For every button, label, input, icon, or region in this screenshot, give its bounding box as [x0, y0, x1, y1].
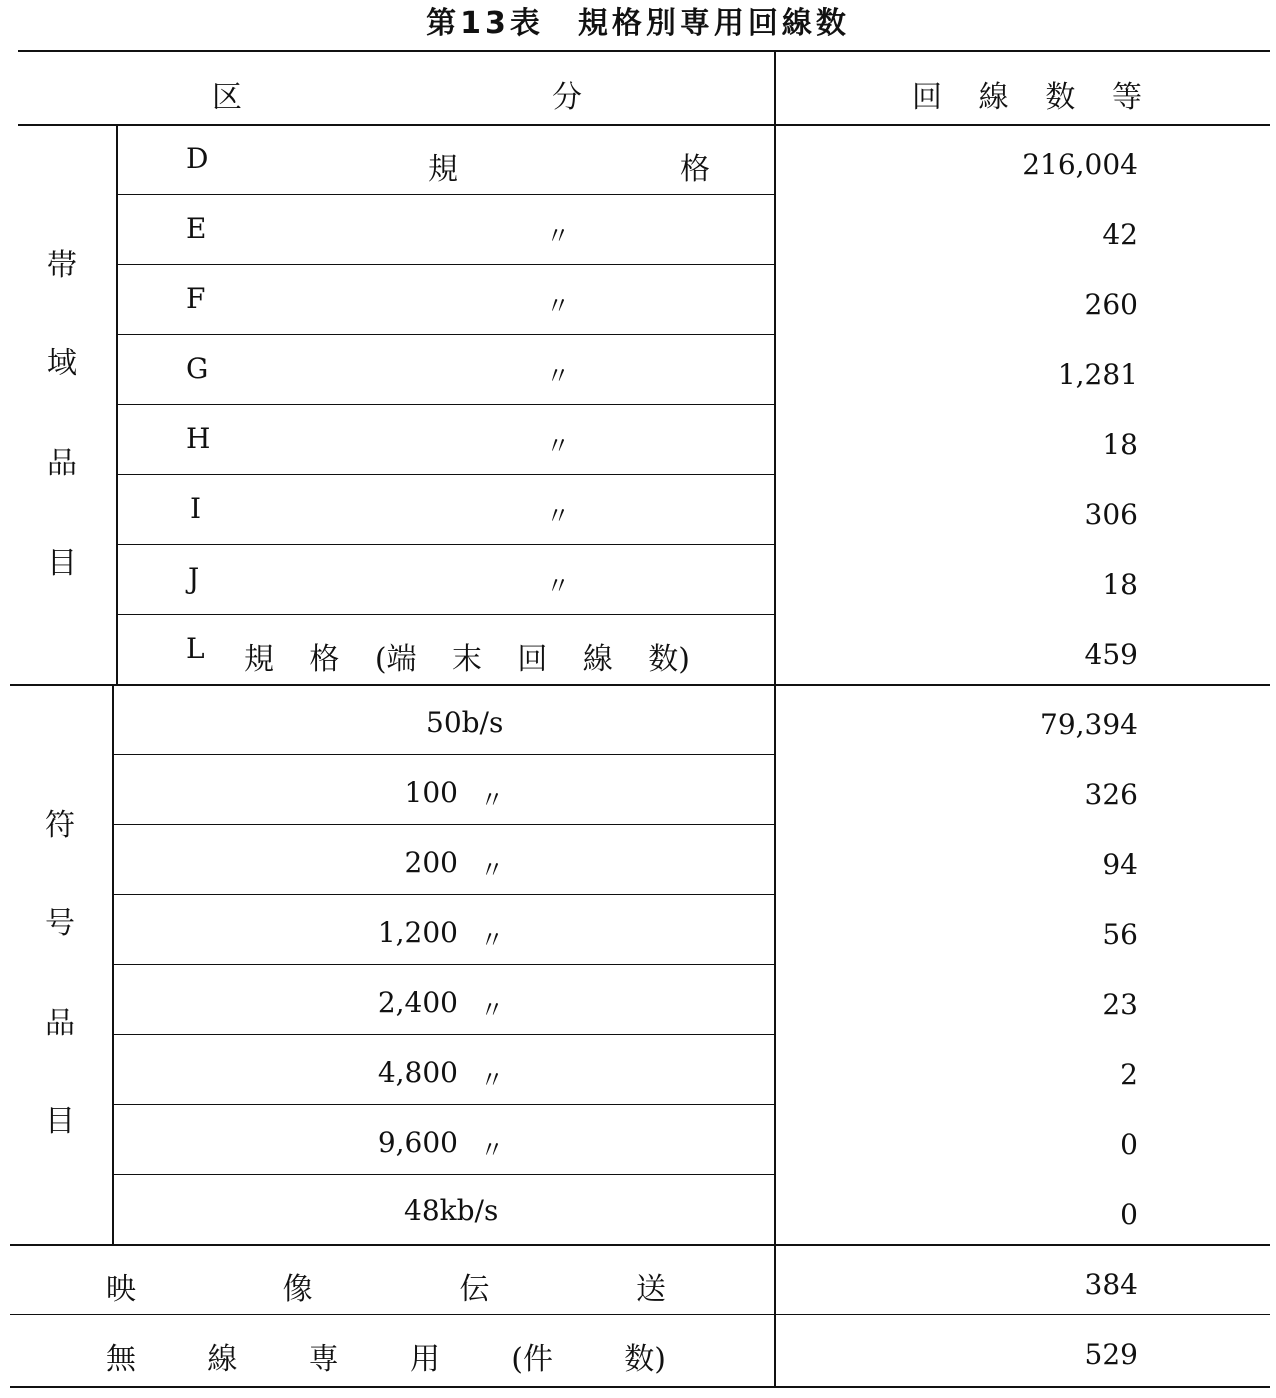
ditto-mark: 〃: [480, 1066, 504, 1094]
table-title: 第13表 規格別専用回線数: [426, 6, 850, 41]
row-name-char: 格: [309, 642, 340, 677]
speed-label: 4,800: [377, 1056, 458, 1089]
row-value: 23: [1102, 988, 1138, 1021]
row-code: E: [186, 212, 207, 245]
group2-divider: [112, 686, 114, 1244]
footer-label-char: 無: [106, 1342, 136, 1377]
row-value: 384: [1084, 1268, 1138, 1301]
footer-label-char: 線: [207, 1342, 238, 1377]
row-code: H: [186, 422, 211, 455]
row-rule: [118, 194, 774, 195]
row-rule: [114, 964, 774, 965]
group2-label-char: 品: [45, 1006, 75, 1041]
row-code: D: [186, 142, 209, 175]
row-value: 306: [1084, 498, 1138, 531]
group-rule: [10, 1244, 1270, 1246]
speed-label: 200: [404, 846, 458, 879]
row-name-char: 数): [648, 642, 690, 677]
ditto-mark: 〃: [546, 362, 570, 390]
group1-label-char: 目: [47, 546, 77, 581]
row-value: 459: [1084, 638, 1138, 671]
top-rule: [18, 50, 1270, 52]
ditto-mark: 〃: [546, 502, 570, 530]
row-name-char: 規: [244, 642, 274, 677]
row-name-char: 規: [428, 152, 458, 187]
header-count-char: 等: [1111, 80, 1142, 115]
row-name: [428, 144, 710, 188]
row-rule: [114, 1034, 774, 1035]
speed-label: 9,600: [377, 1126, 458, 1159]
ditto-mark: 〃: [546, 292, 570, 320]
footer-label-char: 像: [282, 1272, 313, 1307]
row-value: 18: [1102, 568, 1138, 601]
row-name-char: 回: [517, 642, 548, 677]
speed-label: 50b/s: [426, 706, 504, 739]
row-value: 56: [1102, 918, 1138, 951]
row-name-char: 末: [451, 642, 482, 677]
row-code: F: [186, 282, 206, 315]
row-value: 216,004: [1022, 148, 1138, 181]
row-value: 1,281: [1057, 358, 1138, 391]
footer-label-char: 専: [308, 1342, 339, 1377]
header-rule: [18, 124, 1270, 126]
ditto-mark: 〃: [546, 222, 570, 250]
row-value: 0: [1120, 1128, 1138, 1161]
row-value: 94: [1102, 848, 1138, 881]
footer-label-char: 映: [106, 1272, 136, 1307]
footer-label-char: (件: [511, 1342, 553, 1377]
footer-label: [106, 1264, 666, 1308]
row-value: 2: [1120, 1058, 1138, 1091]
row-rule: [118, 474, 774, 475]
row-rule: [118, 334, 774, 335]
row-value: 18: [1102, 428, 1138, 461]
footer-label-char: 送: [635, 1272, 666, 1307]
row-value: 326: [1084, 778, 1138, 811]
header-category-char: 区: [212, 80, 242, 115]
header-count-char: 回: [912, 80, 942, 115]
speed-label: 2,400: [377, 986, 458, 1019]
speed-label: 100: [404, 776, 458, 809]
header-category-char: 分: [552, 80, 582, 115]
row-rule: [118, 544, 774, 545]
row-code: I: [190, 492, 202, 525]
group1-label-char: 品: [47, 446, 77, 481]
row-rule: [114, 824, 774, 825]
footer-label-char: 用: [409, 1342, 440, 1377]
group1-divider: [116, 126, 118, 686]
group-rule: [10, 684, 1270, 686]
ditto-mark: 〃: [480, 856, 504, 884]
ditto-mark: 〃: [480, 786, 504, 814]
footer-label-char: 数): [624, 1342, 666, 1377]
row-code: L: [186, 632, 205, 665]
footer-label-char: 伝: [459, 1272, 490, 1307]
group1-label-char: 帯: [47, 248, 77, 283]
row-rule: [118, 614, 774, 615]
footer-label: [106, 1334, 666, 1378]
row-rule: [114, 754, 774, 755]
row-value: 529: [1084, 1338, 1138, 1371]
ditto-mark: 〃: [480, 996, 504, 1024]
row-rule: [118, 264, 774, 265]
row-code: J: [188, 562, 200, 595]
row-code: G: [186, 352, 209, 385]
header-count: [912, 72, 1142, 116]
row-rule: [114, 894, 774, 895]
row-rule: [114, 1174, 774, 1175]
row-value: 260: [1084, 288, 1138, 321]
row-name-char: 格: [680, 152, 710, 187]
row-name-char: 線: [582, 642, 613, 677]
header-count-char: 線: [978, 80, 1009, 115]
ditto-mark: 〃: [480, 926, 504, 954]
row-rule: [118, 404, 774, 405]
speed-label: 1,200: [377, 916, 458, 949]
header-count-char: 数: [1045, 80, 1076, 115]
row-name: [244, 634, 690, 678]
speed-label: 48kb/s: [404, 1194, 499, 1227]
group2-label-char: 目: [45, 1104, 75, 1139]
row-rule: [10, 1314, 1270, 1315]
ditto-mark: 〃: [546, 572, 570, 600]
row-rule: [114, 1104, 774, 1105]
column-divider: [774, 52, 776, 1388]
row-value: 42: [1102, 218, 1138, 251]
group2-label-char: 号: [45, 906, 75, 941]
bottom-rule: [10, 1386, 1270, 1388]
row-name-char: (端: [374, 642, 417, 677]
group1-label-char: 域: [47, 346, 77, 381]
header-category: [212, 72, 582, 116]
ditto-mark: 〃: [480, 1136, 504, 1164]
row-value: 0: [1120, 1198, 1138, 1231]
group2-label-char: 符: [45, 808, 75, 843]
ditto-mark: 〃: [546, 432, 570, 460]
row-value: 79,394: [1040, 708, 1138, 741]
